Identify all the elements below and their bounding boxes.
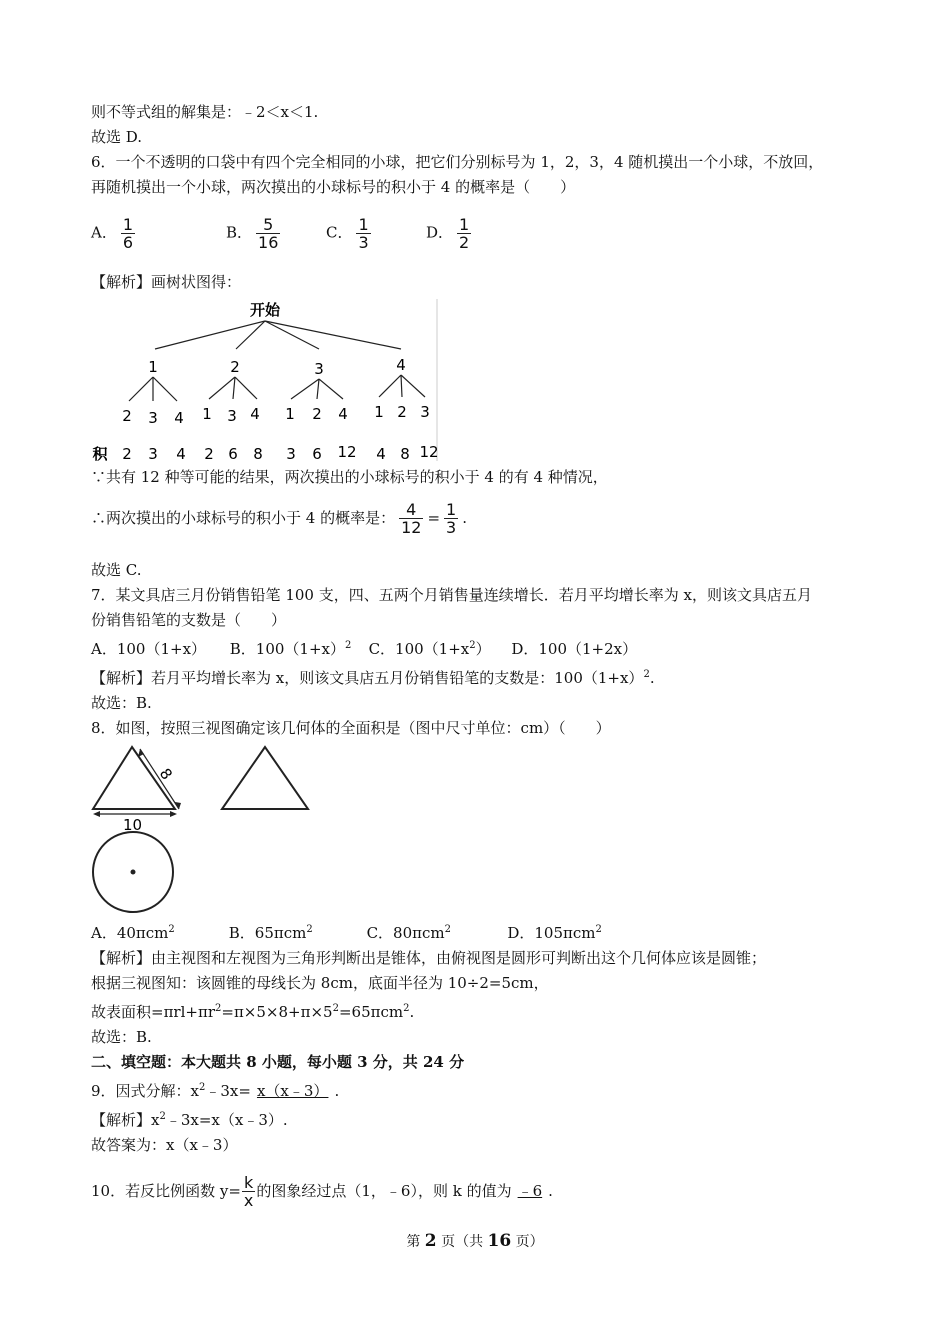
text-span: =65πcm — [338, 1003, 404, 1021]
text-span: =π×5×8+π×5 — [221, 1003, 333, 1021]
option-label: A． — [91, 223, 117, 241]
option-text: ） — [475, 640, 491, 658]
option-a — [91, 216, 226, 251]
question-6: 6．一个不透明的口袋中有四个完全相同的小球，把它们分别标号为 1，2，3，4 随机摸出一个小球，不放回， — [91, 153, 824, 171]
fraction — [242, 1174, 255, 1209]
product-value: 6 — [312, 445, 322, 461]
text-line: 故答案为：x（x﹣3） — [91, 1136, 238, 1154]
text-span: 9．因式分解：x — [91, 1082, 200, 1100]
section-heading: 二、填空题：本大题共 8 小题，每小题 3 分，共 24 分 — [91, 1053, 465, 1071]
option-text: C．100（1+x — [368, 640, 470, 658]
tree-diagram — [91, 299, 441, 461]
fraction — [256, 216, 280, 251]
tree-level2-node: 4 — [250, 405, 260, 423]
page-number: 2 — [424, 1231, 437, 1251]
tree-level2-node: 3 — [420, 403, 430, 421]
question-7: 7．某文具店三月份销售铅笔 100 支，四、五两个月销售量连续增长．若月平均增长率为 x，则该文具店五月 — [91, 586, 812, 604]
fraction — [399, 501, 423, 536]
tree-level2-node: 1 — [202, 405, 212, 423]
product-value: 3 — [148, 445, 158, 461]
q7-options — [91, 633, 881, 662]
document-page — [91, 98, 881, 1216]
answer-blank: x（x﹣3） — [256, 1082, 329, 1100]
product-label: 积 — [92, 445, 108, 461]
superscript: 2 — [403, 1003, 410, 1014]
option-a: A．100（1+x） — [91, 640, 207, 658]
option-b — [230, 633, 364, 662]
text-span: 【解析】若月平均增长率为 x，则该文具店五月份销售铅笔的支数是：100（1+x） — [91, 669, 644, 687]
denominator: 3 — [358, 232, 369, 252]
option-label: D． — [426, 223, 454, 241]
superscript: 2 — [199, 1082, 206, 1093]
superscript: 2 — [345, 640, 352, 651]
tree-level2-node: 1 — [374, 403, 384, 421]
option-label: C． — [326, 223, 353, 241]
text-line: 【解析】由主视图和左视图为三角形判断出是锥体，由俯视图是圆形可判断出这个几何体应该是圆锥； — [91, 949, 767, 967]
equals-sign: = — [427, 508, 441, 527]
option-d: D．100（1+2x） — [511, 640, 638, 658]
tree-level2-node: 4 — [174, 409, 184, 427]
tree-level1-node: 3 — [314, 360, 324, 378]
superscript: 2 — [332, 1003, 339, 1014]
text-line: 故选 C. — [91, 561, 142, 579]
denominator: 6 — [122, 232, 134, 252]
option-label: B． — [226, 223, 253, 241]
text-span: ﹣3x=x（x﹣3）. — [165, 1111, 288, 1129]
tree-level2-node: 4 — [338, 405, 348, 423]
numerator: 1 — [446, 499, 457, 519]
option-b — [226, 216, 326, 251]
fraction — [121, 216, 135, 251]
product-value: 12 — [419, 443, 439, 461]
question-10 — [91, 1166, 881, 1216]
numerator: 5 — [263, 214, 274, 234]
denominator: x — [243, 1190, 254, 1210]
tree-level2-node: 3 — [148, 409, 158, 427]
product-value: 6 — [228, 445, 238, 461]
text-line — [91, 662, 881, 691]
numerator: 1 — [358, 214, 369, 234]
option-b — [229, 917, 362, 946]
text-line: 【解析】画树状图得： — [91, 273, 242, 291]
period: . — [548, 1181, 553, 1200]
answer-blank: ﹣6 — [517, 1181, 543, 1200]
footer-text: 页（共 — [436, 1234, 488, 1250]
superscript: 2 — [306, 924, 313, 935]
center-dot — [131, 870, 136, 875]
superscript: 2 — [469, 640, 476, 651]
option-c — [369, 633, 507, 662]
slant-length-label: 8 — [155, 764, 176, 784]
tree-root: 开始 — [249, 301, 281, 319]
question-9 — [91, 1075, 881, 1104]
text-line: ∵共有 12 种等可能的结果，两次摸出的小球标号的积小于 4 的有 4 种情况， — [91, 468, 608, 486]
total-pages: 16 — [487, 1231, 512, 1251]
tree-level2-node: 3 — [227, 407, 237, 425]
product-value: 12 — [337, 443, 357, 461]
period: . — [334, 1082, 340, 1100]
option-c — [367, 917, 503, 946]
text-line: 根据三视图知：该圆锥的母线长为 8cm，底面半径为 10÷2=5cm， — [91, 974, 549, 992]
numerator: 4 — [406, 499, 417, 519]
tree-level2-node: 2 — [122, 407, 132, 425]
superscript: 2 — [643, 669, 650, 680]
option-text: A．40πcm — [91, 924, 169, 942]
denominator: 16 — [258, 232, 279, 252]
product-value: 3 — [286, 445, 296, 461]
option-text: C．80πcm — [366, 924, 445, 942]
product-value: 2 — [204, 445, 214, 461]
period: . — [462, 508, 467, 527]
text-line — [91, 1104, 881, 1133]
text-span: ∴两次摸出的小球标号的积小于 4 的概率是： — [91, 508, 396, 527]
option-d — [426, 216, 475, 251]
product-value: 4 — [176, 445, 186, 461]
fraction — [457, 216, 471, 251]
option-text: B．65πcm — [228, 924, 307, 942]
text-span: 10．若反比例函数 y= — [91, 1181, 241, 1200]
text-span: 故表面积=πrl+πr — [91, 1003, 215, 1021]
text-line: 故选 D. — [91, 128, 143, 146]
three-view-svg — [91, 743, 311, 913]
numerator: 1 — [122, 214, 134, 234]
denominator: 2 — [459, 232, 470, 252]
superscript: 2 — [595, 924, 602, 935]
tree-level2-node: 1 — [285, 405, 295, 423]
numerator: 1 — [459, 214, 470, 234]
three-view-figure — [91, 743, 311, 913]
q6-options — [91, 210, 881, 256]
denominator: 12 — [401, 517, 422, 537]
tree-diagram-svg — [91, 299, 441, 461]
product-value: 4 — [376, 445, 386, 461]
text-span: ﹣3x= — [205, 1082, 251, 1100]
page-footer — [0, 1231, 950, 1251]
tree-level2-node: 2 — [397, 403, 407, 421]
period: . — [649, 669, 655, 687]
superscript: 2 — [159, 1111, 166, 1122]
superscript: 2 — [215, 1003, 222, 1014]
product-value: 8 — [400, 445, 410, 461]
option-d — [507, 917, 602, 946]
text-line: 份销售铅笔的支数是（ ） — [91, 611, 287, 629]
question-8: 8．如图，按照三视图确定该几何体的全面积是（图中尺寸单位：cm）（ ） — [91, 719, 611, 737]
text-line: 故选：B. — [91, 694, 152, 712]
text-line: 再随机摸出一个小球，两次摸出的小球标号的积小于 4 的概率是（ ） — [91, 178, 576, 196]
superscript: 2 — [444, 924, 451, 935]
tree-level1-node: 1 — [148, 358, 158, 376]
option-c — [326, 216, 426, 251]
option-text: B．100（1+x） — [229, 640, 346, 658]
probability-line — [91, 494, 881, 542]
fraction — [356, 216, 370, 251]
denominator: 3 — [446, 517, 457, 537]
tree-level1-node: 2 — [230, 358, 240, 376]
footer-text: 第 — [406, 1234, 425, 1250]
footer-text: 页） — [511, 1234, 544, 1250]
option-a — [91, 917, 224, 946]
fraction — [444, 501, 458, 536]
q8-options — [91, 917, 881, 946]
side-view-triangle — [222, 747, 308, 809]
tree-level1-node: 4 — [396, 356, 406, 374]
text-span: 【解析】x — [91, 1111, 160, 1129]
product-value: 2 — [122, 445, 132, 461]
base-length-label: 10 — [123, 816, 143, 834]
numerator: k — [244, 1172, 254, 1192]
text-line: 故选：B. — [91, 1028, 152, 1046]
text-line — [91, 996, 881, 1025]
period: . — [409, 1003, 415, 1021]
option-text: D．105πcm — [507, 924, 596, 942]
tree-level2-node: 2 — [312, 405, 322, 423]
product-value: 8 — [253, 445, 263, 461]
superscript: 2 — [168, 924, 175, 935]
text-span: 的图象经过点（1，﹣6），则 k 的值为 — [256, 1181, 512, 1200]
text-line: 则不等式组的解集是：﹣2＜x＜1. — [91, 103, 319, 121]
